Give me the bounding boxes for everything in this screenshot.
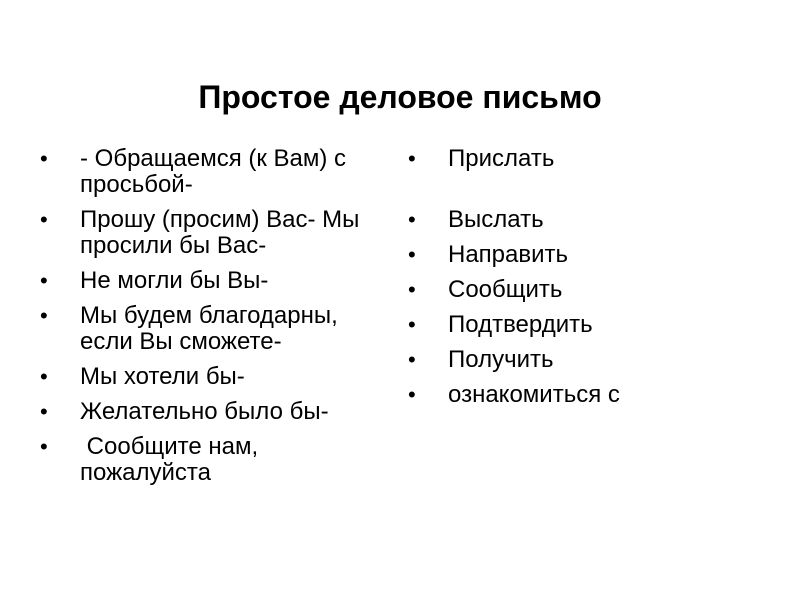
list-item	[40, 146, 390, 198]
bullet-icon: •	[40, 364, 48, 389]
list-item	[408, 312, 728, 338]
list-item-text: Прислать	[448, 145, 555, 172]
bullet-icon: •	[40, 207, 48, 232]
list-item	[408, 242, 728, 268]
bullet-icon: •	[40, 303, 48, 328]
list-item-text: Не могли бы Вы-	[80, 267, 269, 294]
list-item-text: Сообщите нам, пожалуйста	[80, 433, 265, 486]
list-item	[408, 146, 728, 172]
list-item-text: Прошу (просим) Вас- Мы просили бы Вас-	[80, 206, 360, 259]
bullet-icon: •	[408, 207, 416, 232]
list-item	[408, 347, 728, 373]
list-item	[40, 268, 390, 294]
list-item-text: - Обращаемся (к Вам) с просьбой-	[80, 145, 347, 198]
bullet-icon: •	[408, 146, 416, 171]
bullet-icon: •	[40, 434, 48, 459]
right-bullet-list	[408, 146, 728, 417]
bullet-icon: •	[408, 312, 416, 337]
bullet-icon: •	[408, 242, 416, 267]
list-item	[408, 277, 728, 303]
bullet-icon: •	[40, 146, 48, 171]
list-item	[408, 207, 728, 233]
list-item-text: Желательно было бы-	[80, 398, 329, 425]
list-item	[40, 364, 390, 390]
bullet-icon: •	[408, 347, 416, 372]
list-item	[40, 434, 390, 486]
bullet-icon: •	[408, 382, 416, 407]
list-item-text: Подтвердить	[448, 311, 593, 338]
list-item-text: Мы хотели бы-	[80, 363, 245, 390]
bullet-icon: •	[408, 277, 416, 302]
list-item-text: Выслать	[448, 206, 544, 233]
left-bullet-list	[40, 146, 390, 495]
list-item	[40, 303, 390, 355]
bullet-icon: •	[40, 399, 48, 424]
list-item	[40, 399, 390, 425]
list-item	[40, 207, 390, 259]
slide-title: Простое деловое письмо	[198, 79, 602, 115]
list-item-text: ознакомиться с	[448, 381, 620, 408]
list-item-text: Направить	[448, 241, 569, 268]
list-item-text: Получить	[448, 346, 554, 373]
list-item-text: Мы будем благодарны, если Вы сможете-	[80, 302, 338, 355]
list-item	[408, 382, 728, 408]
bullet-icon: •	[40, 268, 48, 293]
list-item-text: Сообщить	[448, 276, 563, 303]
